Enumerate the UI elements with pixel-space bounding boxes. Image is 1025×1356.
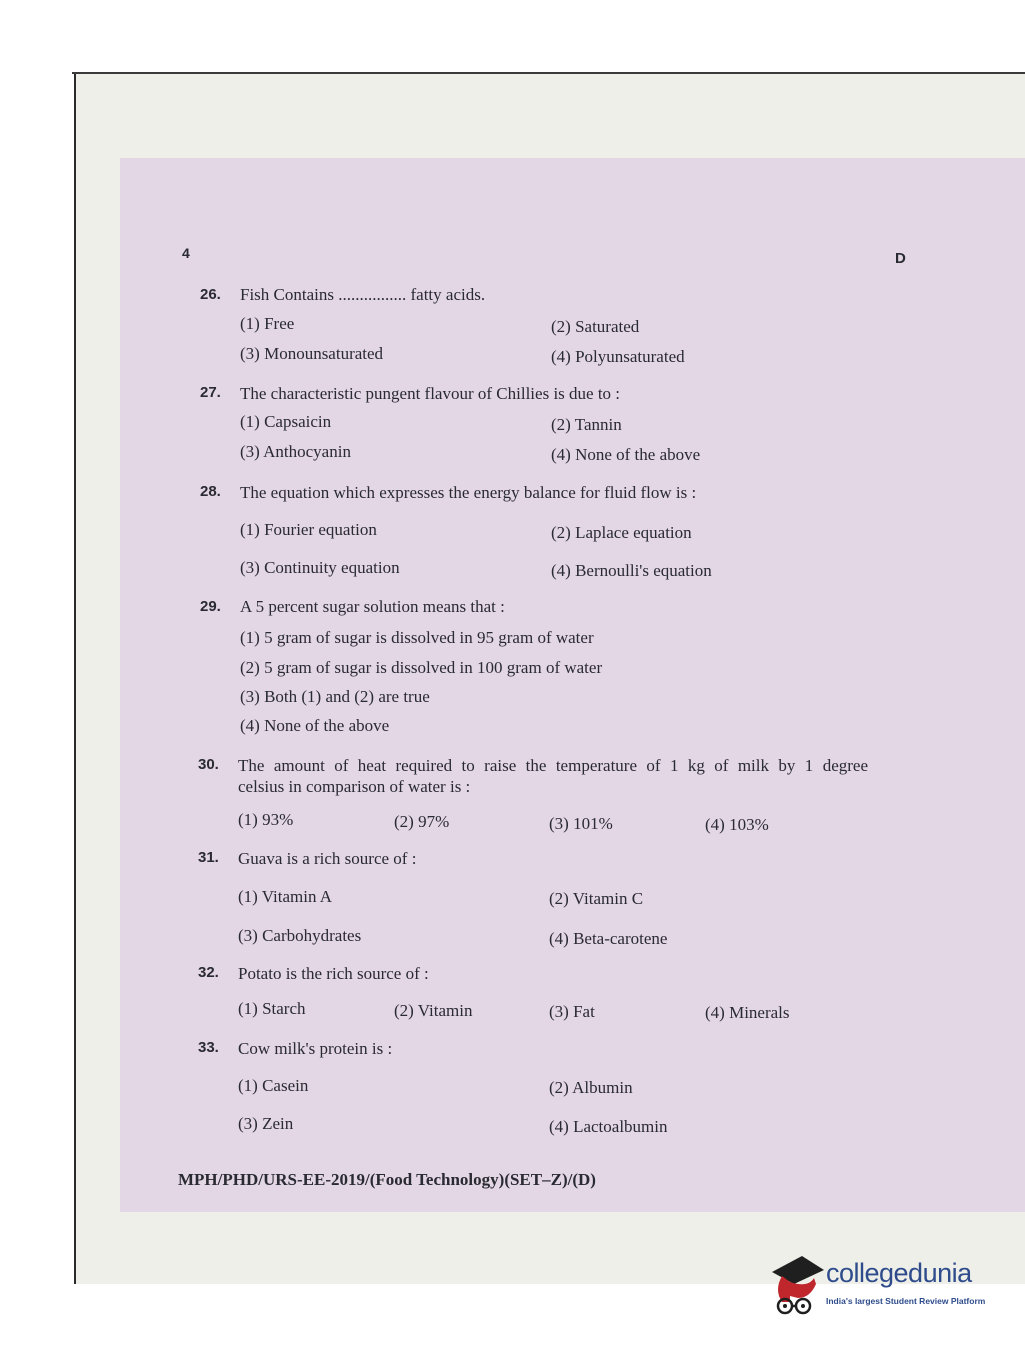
- option-3: (3) Both (1) and (2) are true: [240, 687, 430, 706]
- question-text: Guava is a rich source of :: [238, 849, 417, 868]
- option-3: (3) Fat: [549, 1002, 595, 1021]
- question-text: Potato is the rich source of :: [238, 964, 429, 983]
- option-1: (1) Capsaicin: [240, 412, 332, 431]
- question-number: 26.: [200, 286, 221, 303]
- option-1: (1) 5 gram of sugar is dissolved in 95 gram of water: [240, 628, 594, 647]
- question-text: The characteristic pungent flavour of Chillies is due to :: [240, 384, 621, 403]
- logo-wordmark: collegedunia: [826, 1258, 972, 1288]
- scan-edge: [72, 72, 1025, 74]
- option-4: (4) Lactoalbumin: [549, 1117, 668, 1136]
- option-1: (1) Fourier equation: [240, 520, 377, 539]
- option-2: (2) Vitamin: [394, 1001, 473, 1020]
- logo-tagline: India's largest Student Review Platform: [826, 1296, 986, 1306]
- question-text-line-1: The amount of heat required to raise the temperature of 1 kg of milk by 1 degree: [238, 756, 868, 775]
- option-2: (2) 5 gram of sugar is dissolved in 100 gram of water: [240, 658, 603, 677]
- option-3: (3) Continuity equation: [240, 558, 400, 577]
- option-4: (4) None of the above: [240, 716, 390, 735]
- option-3: (3) Anthocyanin: [240, 442, 351, 461]
- option-2: (2) Tannin: [551, 415, 622, 434]
- option-3: (3) 101%: [549, 814, 613, 833]
- option-2: (2) Albumin: [549, 1078, 633, 1097]
- option-2: (2) 97%: [394, 812, 450, 831]
- graduate-mascot-icon: [768, 1250, 826, 1318]
- option-1: (1) Casein: [238, 1076, 309, 1095]
- option-1: (1) Free: [240, 314, 295, 333]
- option-2: (2) Saturated: [551, 317, 640, 336]
- question-number: 27.: [200, 384, 221, 401]
- question-number: 33.: [198, 1039, 219, 1056]
- option-3: (3) Monounsaturated: [240, 344, 384, 363]
- set-letter: D: [895, 250, 906, 267]
- question-number: 29.: [200, 598, 221, 615]
- question-text: The equation which expresses the energy balance for fluid flow is :: [240, 483, 697, 502]
- page-number: 4: [182, 245, 190, 261]
- option-3: (3) Carbohydrates: [238, 926, 362, 945]
- question-text-line-2: celsius in comparison of water is :: [238, 777, 471, 796]
- option-1: (1) Starch: [238, 999, 306, 1018]
- question-number: 32.: [198, 964, 219, 981]
- collegedunia-logo: [768, 1250, 998, 1320]
- option-2: (2) Vitamin C: [549, 889, 644, 908]
- option-4: (4) Minerals: [705, 1003, 790, 1022]
- question-text: Fish Contains ................ fatty acids.: [240, 285, 486, 304]
- question-text: Cow milk's protein is :: [238, 1039, 393, 1058]
- option-4: (4) None of the above: [551, 445, 701, 464]
- option-2: (2) Laplace equation: [551, 523, 692, 542]
- option-4: (4) 103%: [705, 815, 769, 834]
- option-1: (1) 93%: [238, 810, 294, 829]
- paper-code-footer: MPH/PHD/URS-EE-2019/(Food Technology)(SET–Z)/(D): [178, 1170, 596, 1189]
- option-4: (4) Bernoulli's equation: [551, 561, 712, 580]
- question-number: 31.: [198, 849, 219, 866]
- question-number: 30.: [198, 756, 219, 773]
- option-1: (1) Vitamin A: [238, 887, 333, 906]
- option-3: (3) Zein: [238, 1114, 294, 1133]
- option-4: (4) Polyunsaturated: [551, 347, 685, 366]
- question-text: A 5 percent sugar solution means that :: [240, 597, 505, 616]
- option-4: (4) Beta-carotene: [549, 929, 668, 948]
- question-number: 28.: [200, 483, 221, 500]
